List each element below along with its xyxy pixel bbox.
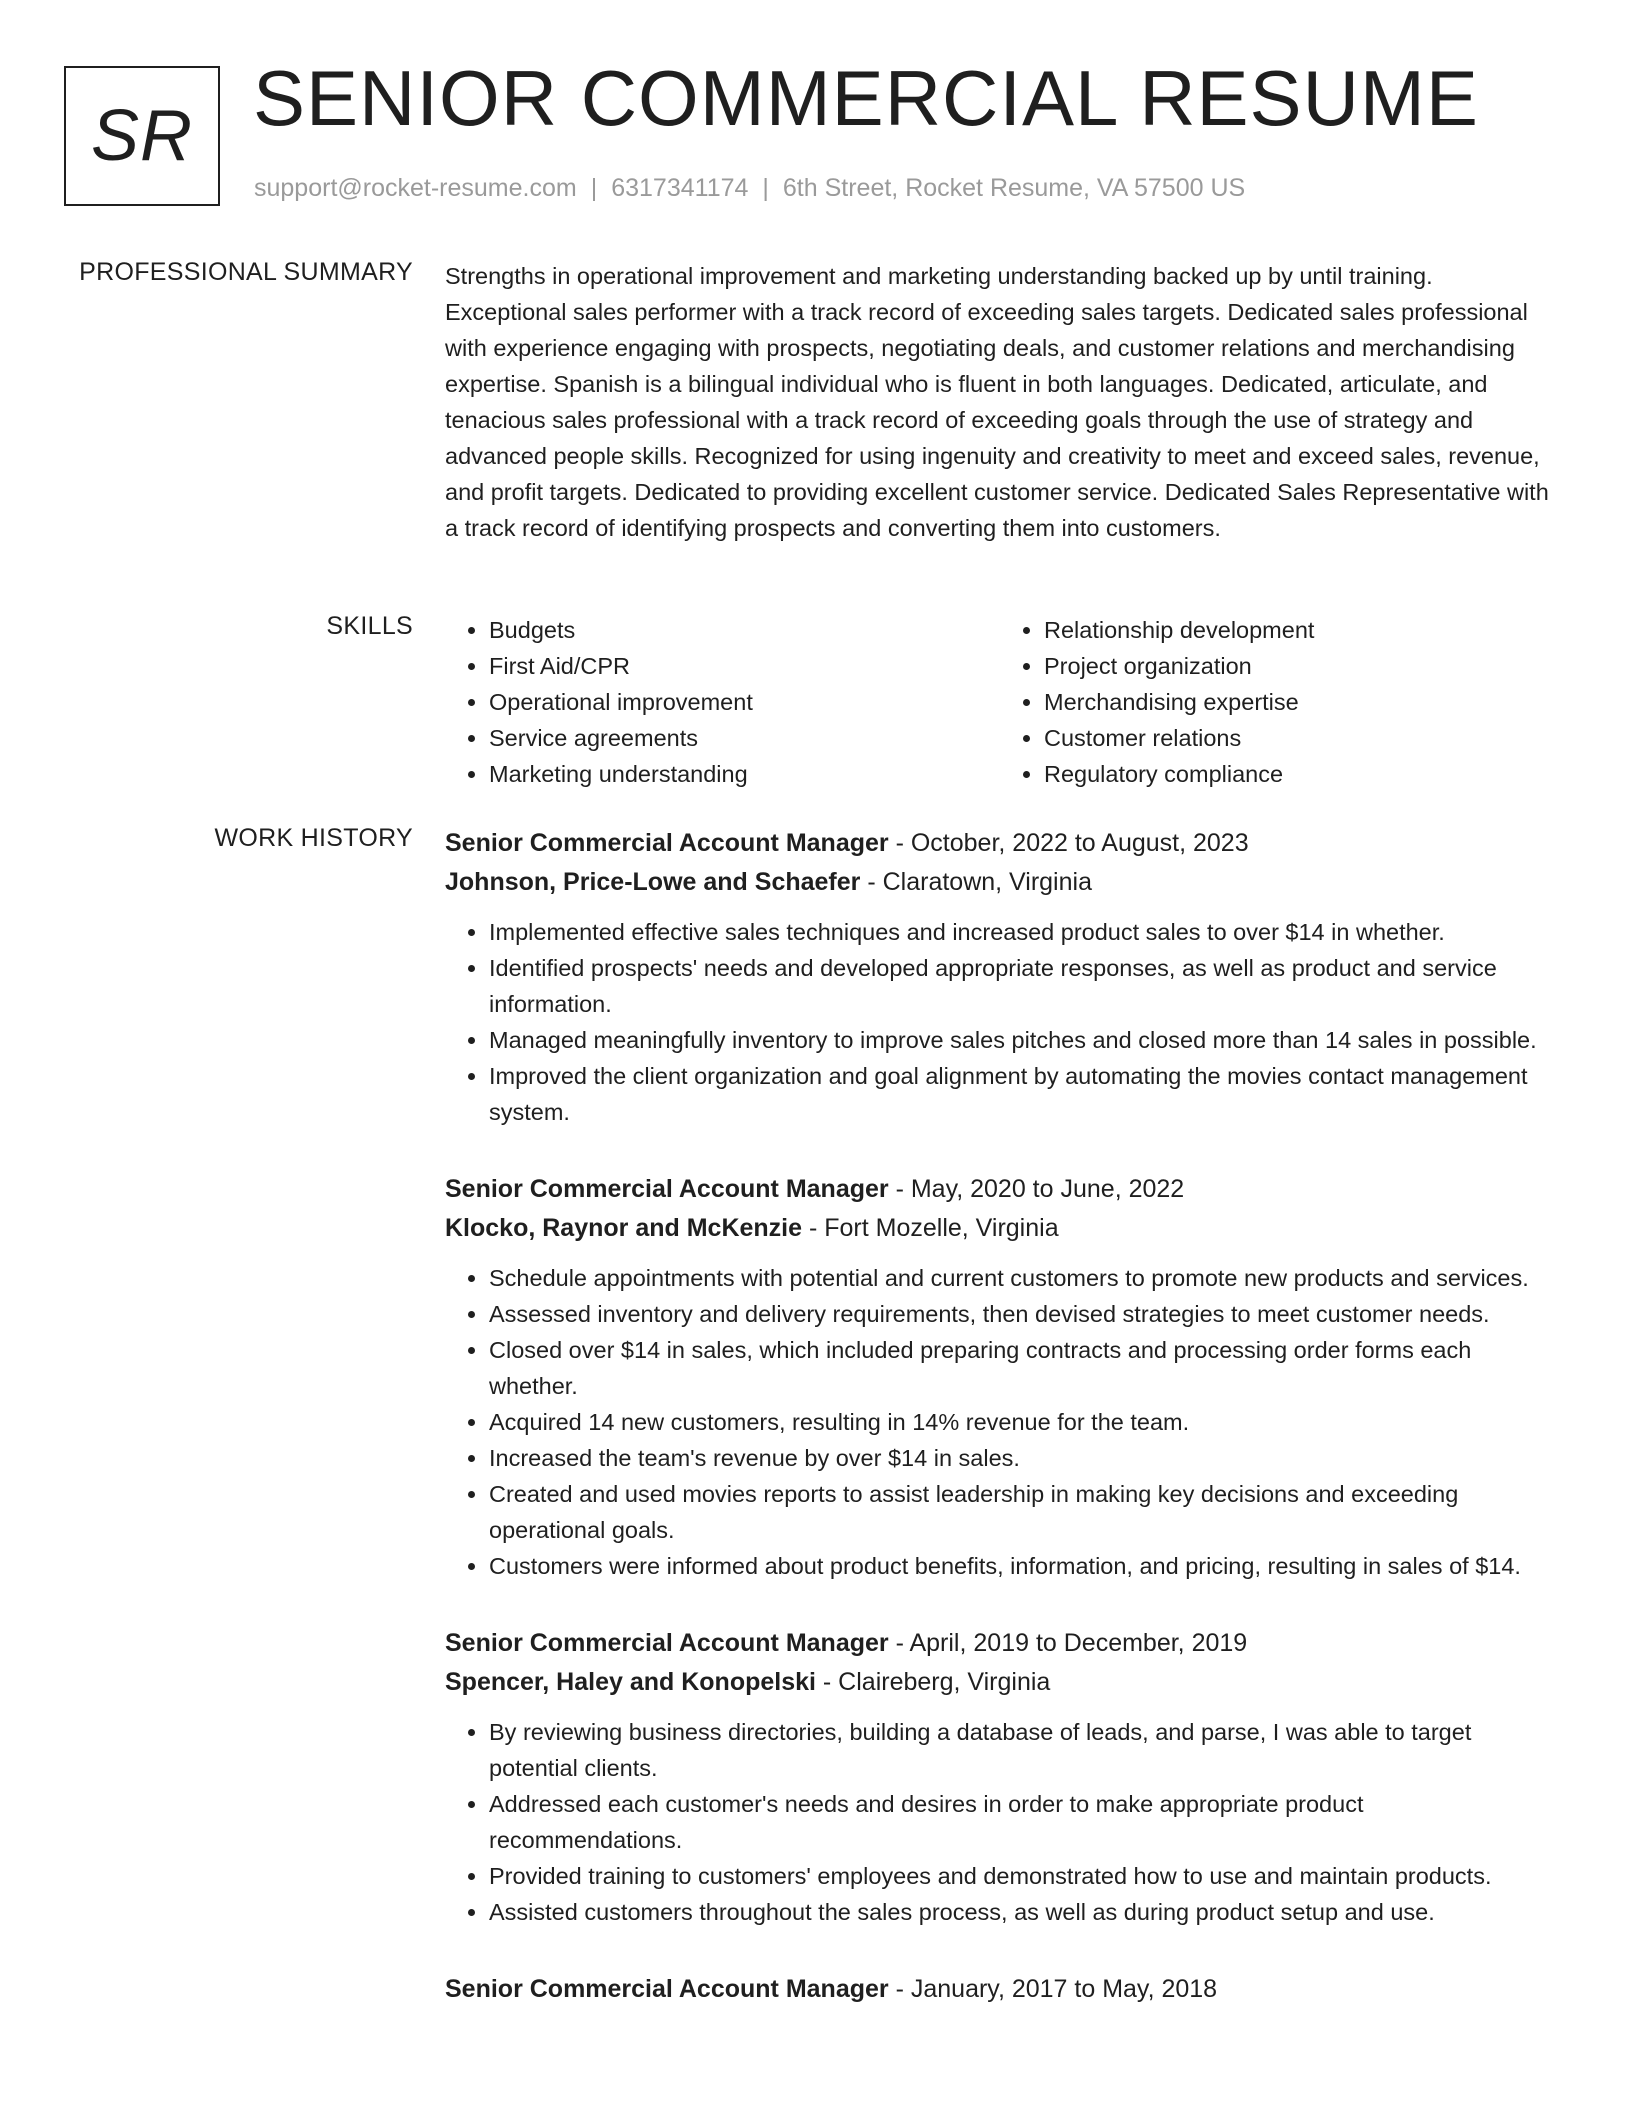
skills-content [445, 612, 1555, 792]
job-bullet: • Improved the client organization and goal alignment by automating the movies contact management system. [489, 1058, 1555, 1130]
job-bullet: • By reviewing business directories, building a database of leads, and parse, I was able to target potential clients. [489, 1714, 1555, 1786]
job-bullet: • Identified prospects' needs and developed appropriate responses, as well as product and service information. [489, 950, 1555, 1022]
job-bullet: • Provided training to customers' employees and demonstrated how to use and maintain products. [489, 1858, 1555, 1894]
job-dates: - April, 2019 to December, 2019 [888, 1629, 1248, 1657]
contact-email: support@rocket-resume.com [254, 174, 577, 202]
job-title: Senior Commercial Account Manager [445, 1175, 889, 1203]
separator: | [590, 174, 598, 202]
job-bullets [445, 1714, 1555, 1930]
company-line [445, 1663, 1555, 1702]
job-title: Senior Commercial Account Manager [445, 1629, 889, 1657]
summary-text: Strengths in operational improvement and marketing understanding backed up by until training. Exceptional sales performer with a track record of exceeding sales targets. Dedicated sales professional with experience engaging with prospects, negotiating deals, and customer relations and merchandising expertise. Spanish is a bilingual individual who is fluent in both languages. Dedicated, articulate, and tenacious sales professional with a track record of exceeding goals through the use of strategy and advanced people skills. Recognized for using ingenuity and creativity to meet and exceed sales, revenue, and profit targets. Dedicated to providing excellent customer service. Dedicated Sales Representative with a track record of identifying prospects and converting them into customers. [445, 263, 1549, 541]
job-entry [445, 1170, 1555, 1584]
skill-item: • Budgets [489, 612, 1000, 648]
job-bullet: • Assisted customers throughout the sales process, as well as during product setup and use. [489, 1894, 1555, 1930]
job-title-line [445, 824, 1555, 863]
job-bullet: • Closed over $14 in sales, which included preparing contracts and processing order forms each whether. [489, 1332, 1555, 1404]
job-bullet: • Customers were informed about product benefits, information, and pricing, resulting in sales of $14. [489, 1548, 1555, 1584]
company-location: - Fort Mozelle, Virginia [802, 1214, 1059, 1242]
contact-line [254, 174, 1245, 203]
job-dates: - October, 2022 to August, 2023 [888, 829, 1249, 857]
job-title-line [445, 1170, 1555, 1209]
company-line [445, 1209, 1555, 1248]
work-label: WORK HISTORY [214, 824, 413, 852]
summary-label: PROFESSIONAL SUMMARY [79, 258, 413, 286]
skills-list-right [1000, 612, 1555, 792]
job-title: Senior Commercial Account Manager [445, 1975, 889, 2003]
skills-list-left [445, 612, 1000, 792]
job-entry [445, 1970, 1555, 2009]
job-bullet: • Implemented effective sales techniques and increased product sales to over $14 in whether. [489, 914, 1555, 950]
job-bullet: • Managed meaningfully inventory to improve sales pitches and closed more than 14 sales in possible. [489, 1022, 1555, 1058]
job-title: Senior Commercial Account Manager [445, 829, 889, 857]
skill-item: • First Aid/CPR [489, 648, 1000, 684]
contact-phone: 6317341174 [611, 174, 749, 202]
skill-item: • Service agreements [489, 720, 1000, 756]
separator: | [762, 174, 769, 202]
company-name: Spencer, Haley and Konopelski [445, 1668, 816, 1696]
job-bullet: • Created and used movies reports to assist leadership in making key decisions and exceeding operational goals. [489, 1476, 1555, 1548]
skill-item: • Merchandising expertise [1044, 684, 1555, 720]
job-entry [445, 1624, 1555, 1930]
skill-item: • Relationship development [1044, 612, 1555, 648]
work-content [445, 824, 1555, 2049]
skill-item: • Operational improvement [489, 684, 1000, 720]
job-bullet: • Schedule appointments with potential and current customers to promote new products and services. [489, 1260, 1555, 1296]
company-location: - Claireberg, Virginia [815, 1668, 1051, 1696]
contact-address: 6th Street, Rocket Resume, VA 57500 US [782, 174, 1246, 202]
monogram-logo [64, 66, 220, 206]
company-name: Klocko, Raynor and McKenzie [445, 1214, 803, 1242]
skill-item: • Customer relations [1044, 720, 1555, 756]
skill-item: • Regulatory compliance [1044, 756, 1555, 792]
company-line [445, 863, 1555, 902]
job-title-line [445, 1970, 1555, 2009]
skills-label: SKILLS [326, 612, 413, 640]
job-dates: - January, 2017 to May, 2018 [888, 1975, 1218, 2003]
skill-item: • Marketing understanding [489, 756, 1000, 792]
skill-item: • Project organization [1044, 648, 1555, 684]
company-location: - Claratown, Virginia [860, 868, 1092, 896]
job-entry [445, 824, 1555, 1130]
initials: SR [90, 96, 194, 176]
job-bullets [445, 914, 1555, 1130]
job-bullet: • Acquired 14 new customers, resulting in 14% revenue for the team. [489, 1404, 1555, 1440]
job-title-line [445, 1624, 1555, 1663]
summary-content [445, 258, 1555, 546]
job-bullets [445, 1260, 1555, 1584]
company-name: Johnson, Price-Lowe and Schaefer [445, 868, 861, 896]
job-bullet: • Addressed each customer's needs and desires in order to make appropriate product recommendations. [489, 1786, 1555, 1858]
job-bullet: • Assessed inventory and delivery requirements, then devised strategies to meet customer needs. [489, 1296, 1555, 1332]
job-dates: - May, 2020 to June, 2022 [888, 1175, 1185, 1203]
job-bullet: • Increased the team's revenue by over $14 in sales. [489, 1440, 1555, 1476]
page-title: SENIOR COMMERCIAL RESUME [253, 54, 1479, 142]
